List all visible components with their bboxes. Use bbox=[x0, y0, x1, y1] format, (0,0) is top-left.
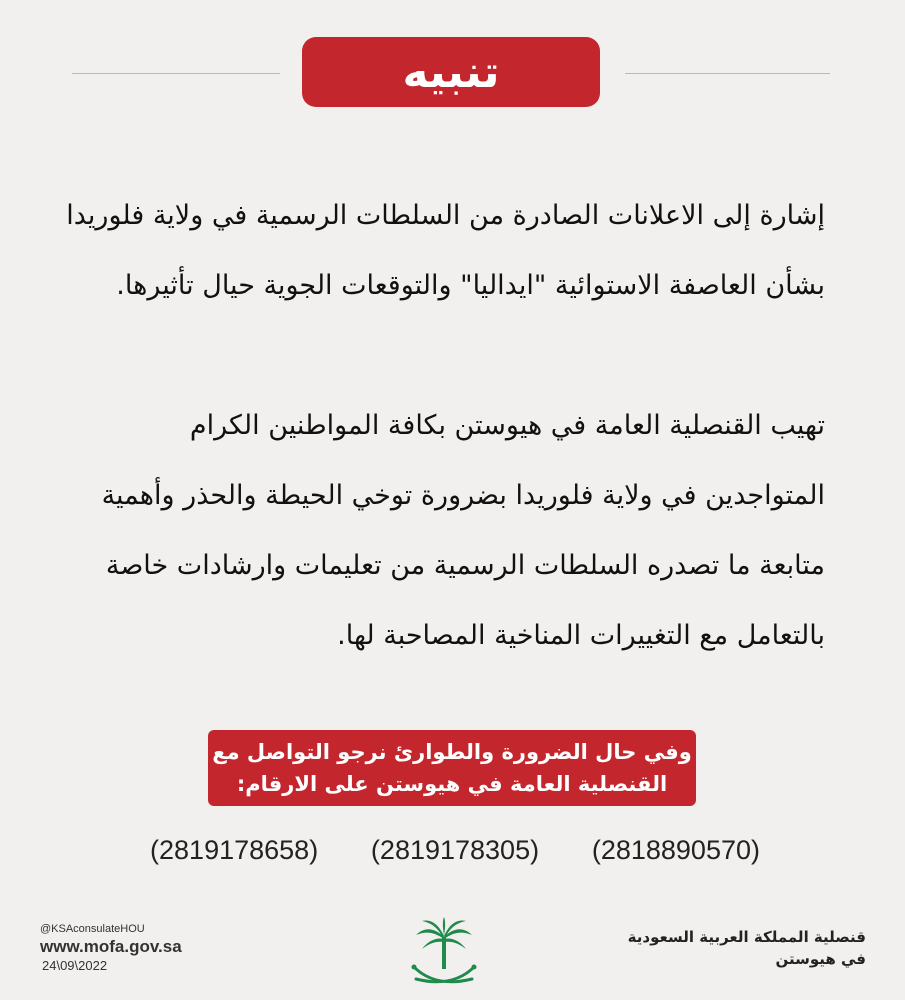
footer-contact-info bbox=[40, 922, 260, 974]
phone-number: (2819178658) bbox=[150, 834, 319, 865]
alert-title: تنبيه bbox=[402, 46, 500, 98]
advisory-line: متابعة ما تصدره السلطات الرسمية من تعليمات وارشادات خاصة bbox=[105, 550, 825, 581]
header-divider-left bbox=[72, 73, 280, 74]
advisory-line: بالتعامل مع التغييرات المناخية المصاحبة لها. bbox=[337, 620, 825, 651]
website-url: www.mofa.gov.sa bbox=[40, 937, 182, 956]
intro-line: إشارة إلى الاعلانات الصادرة من السلطات الرسمية في ولاية فلوريدا bbox=[66, 200, 825, 231]
consulate-name bbox=[600, 926, 866, 970]
publish-date: 24\09\2022 bbox=[42, 958, 108, 973]
phone-number: (2819178305) bbox=[370, 834, 540, 865]
saudi-emblem-icon bbox=[408, 915, 480, 990]
phone-number: (2818890570) bbox=[591, 834, 760, 865]
phone-numbers bbox=[150, 830, 760, 870]
consulate-name-line: قنصلية المملكة العربية السعودية bbox=[627, 928, 866, 946]
advisory-line: تهيب القنصلية العامة في هيوستن بكافة المواطنين الكرام bbox=[189, 410, 825, 441]
header-divider-right bbox=[625, 73, 830, 74]
alert-title-banner bbox=[302, 37, 600, 107]
advisory-paragraph bbox=[60, 391, 825, 671]
contact-line: وفي حال الضرورة والطوارئ نرجو التواصل مع bbox=[212, 740, 692, 764]
advisory-line: المتواجدين في ولاية فلوريدا بضرورة توخي الحيطة والحذر وأهمية bbox=[101, 480, 825, 511]
intro-line: بشأن العاصفة الاستوائية "ايداليا" والتوقعات الجوية حيال تأثيرها. bbox=[116, 270, 825, 301]
consulate-city-line: في هيوستن bbox=[775, 950, 866, 968]
emergency-contact-banner bbox=[208, 730, 696, 806]
intro-paragraph bbox=[60, 181, 825, 321]
contact-line: القنصلية العامة في هيوستن على الارقام: bbox=[236, 772, 668, 796]
social-handle: @KSAconsulateHOU bbox=[40, 923, 145, 935]
